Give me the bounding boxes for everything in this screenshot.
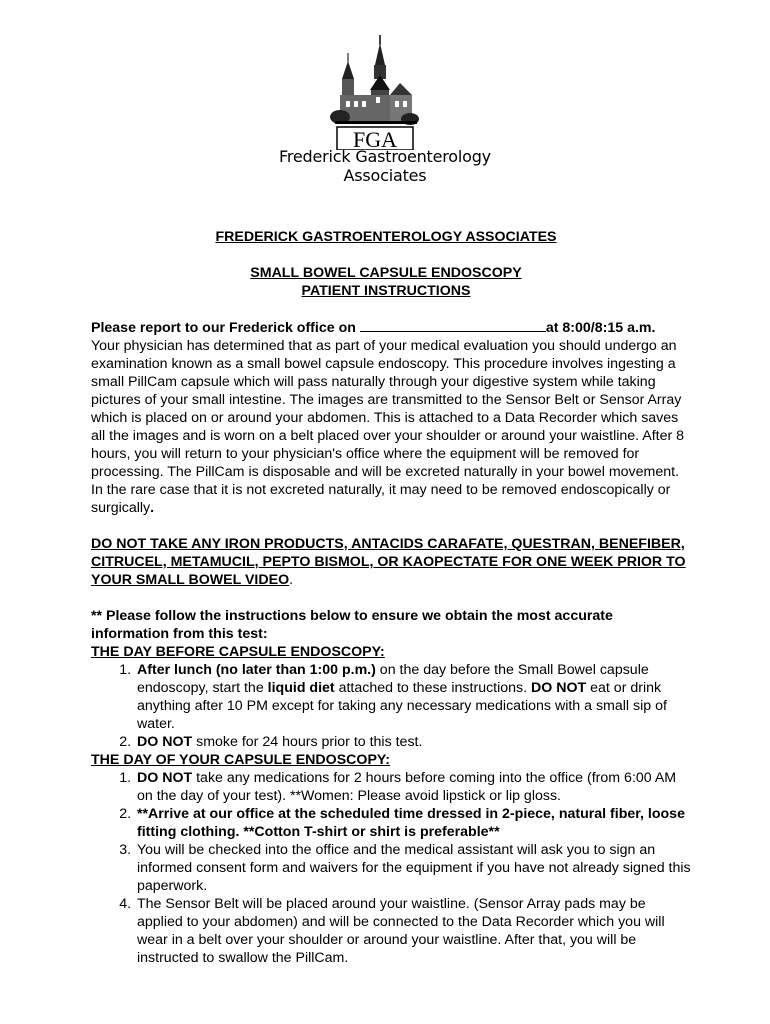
list-item xyxy=(135,841,691,895)
item-text: attached to these instructions. xyxy=(334,680,532,696)
intro-text: Your physician has determined that as part of your medical evaluation you should undergo an examination known as a small bowel capsule endoscopy. This procedure involves ingesting a small PillCam capsule which will pass naturally through your digestive system while taking pictures of your small intestine. The images are transmitted to the Sensor Belt or Sensor Array which is placed on or around your abdomen. This is attached to a Data Recorder which saves all the images and is worn on a belt placed over your shoulder or around your waistline. After 8 hours, you will return to your physician's office where the equipment will be removed for processing. The PillCam is disposable and will be excreted naturally in your bowel movement. In the rare case that it is not excreted naturally, it may need to be removed endoscopically or surgically xyxy=(91,338,685,516)
report-prefix: Please report to our Frederick office on xyxy=(91,320,360,336)
warning-paragraph xyxy=(91,535,691,589)
list-item xyxy=(135,769,691,805)
report-line xyxy=(91,318,691,337)
fga-logo xyxy=(240,35,530,185)
list-item xyxy=(135,733,691,751)
day-of-list xyxy=(91,769,691,967)
item-bold: liquid diet xyxy=(267,680,335,696)
item-text: smoke for 24 hours prior to this test. xyxy=(192,734,423,750)
document-body xyxy=(91,228,691,967)
item-text: You will be checked into the office and the medical assistant will ask you to sign an informed consent form and waivers for the equipment if you have not already signed this paperwork. xyxy=(137,842,691,894)
org-heading: FREDERICK GASTROENTEROLOGY ASSOCIATES xyxy=(215,229,557,245)
report-date-blank xyxy=(360,318,546,332)
item-bold: DO NOT xyxy=(531,680,587,696)
item-bold: **Arrive at our office at the scheduled time dressed in 2-piece, natural fiber, loose fitting clothing. **Cotton T-shirt or shirt is preferable** xyxy=(137,806,685,840)
item-text: take any medications for 2 hours before coming into the office (from 6:00 AM on the day of your test). **Women: Please avoid lipstick or lip gloss. xyxy=(137,770,677,804)
item-text: on the day before the Small Bowel capsule endoscopy, start the xyxy=(137,662,649,696)
item-text: The Sensor Belt will be placed around your waistline. (Sensor Array pads may be applied to your abdomen) and will be connected to the Data Recorder which you will wear in a belt over your shoulder or around your waistline. After that, you will be instructed to swallow the PillCam. xyxy=(137,896,665,966)
intro-paragraph xyxy=(91,337,691,517)
report-suffix: at 8:00/8:15 a.m. xyxy=(545,320,656,336)
follow-paragraph: ** Please follow the instructions below to ensure we obtain the most accurate information from this test: xyxy=(91,608,613,642)
title-line-2: PATIENT INSTRUCTIONS xyxy=(301,283,471,299)
title-line-1: SMALL BOWEL CAPSULE ENDOSCOPY xyxy=(250,265,522,281)
item-bold: DO NOT xyxy=(137,770,193,786)
list-item xyxy=(135,895,691,967)
warning-text: DO NOT TAKE ANY IRON PRODUCTS, ANTACIDS CARAFATE, QUESTRAN, BENEFIBER, CITRUCEL, METAMUCIL, PEPTO BISMOL, OR KAOPECTATE FOR ONE WEEK PRIOR TO YOUR SMALL BOWEL VIDEO xyxy=(91,536,686,588)
item-bold: DO NOT xyxy=(137,734,193,750)
item-bold: After lunch (no later than 1:00 p.m.) xyxy=(137,662,376,678)
day-of-heading: THE DAY OF YOUR CAPSULE ENDOSCOPY: xyxy=(91,752,391,768)
day-before-list xyxy=(91,661,691,751)
logo-name: Frederick Gastroenterology Associates xyxy=(279,147,491,185)
logo-initials: FGA xyxy=(352,127,398,150)
fga-building-emblem xyxy=(240,35,530,150)
item-text: eat or drink anything after 10 PM except for taking any necessary medications with a small sip of water. xyxy=(137,680,667,732)
warning-end: . xyxy=(289,572,294,588)
day-before-heading: THE DAY BEFORE CAPSULE ENDOSCOPY: xyxy=(91,644,385,660)
list-item xyxy=(135,661,691,733)
intro-end: . xyxy=(150,500,155,516)
list-item xyxy=(135,805,691,841)
